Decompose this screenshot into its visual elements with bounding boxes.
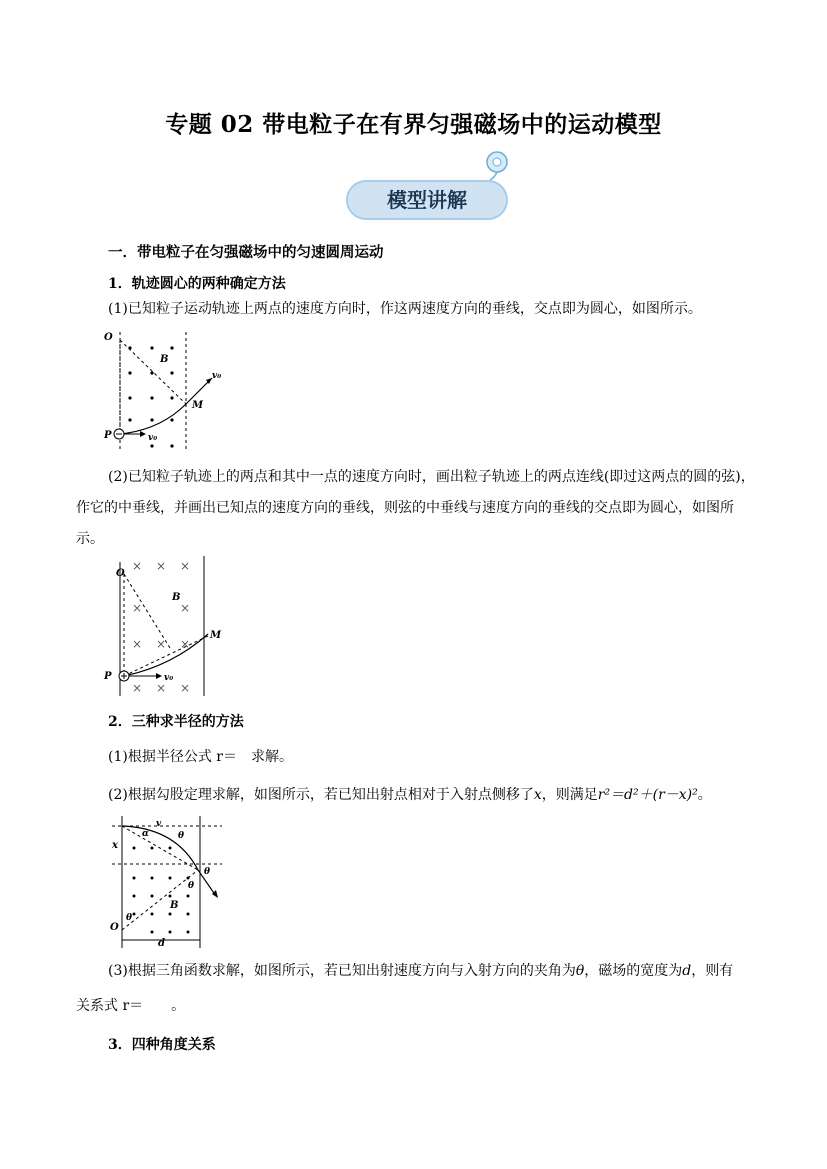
fig3-label-theta4: θ (126, 913, 133, 923)
page-title: 专题 02 带电粒子在有界匀强磁场中的运动模型 (165, 111, 662, 138)
paragraph-1: (1)已知粒子运动轨迹上两点的速度方向时，作这两速度方向的垂线，交点即为圆心，如图所示。 (108, 301, 702, 317)
paragraph-3: (1)根据半径公式 r＝ 求解。 (108, 749, 293, 765)
fig2-label-P: P (104, 671, 112, 682)
fig3-label-B: B (170, 900, 179, 911)
svg-text:×: × (180, 559, 191, 573)
figure-3 (106, 812, 246, 952)
fig3-label-v: v (156, 819, 162, 829)
fig1-label-M: M (192, 400, 204, 411)
paragraph-4 (108, 780, 712, 810)
fig1-label-P: P (104, 430, 112, 441)
fig3-label-O: O (110, 922, 119, 933)
flower-icon (480, 146, 514, 182)
model-badge: 模型讲解 (346, 180, 508, 220)
section-heading: 一．带电粒子在匀强磁场中的匀速圆周运动 (108, 244, 384, 261)
fig3-label-theta2: θ (204, 867, 211, 877)
svg-text:×: × (132, 681, 143, 695)
fig1-label-O: O (104, 332, 113, 343)
figure-1 (100, 326, 230, 456)
fig2-label-v0: v₀ (164, 673, 174, 683)
fig2-label-B: B (172, 592, 181, 603)
fig3-label-theta1: θ (178, 831, 185, 841)
paragraph-5-text-a: (3)根据三角函数求解，如图所示，若已知出射速度方向与入射方向的夹角为 (108, 963, 576, 979)
svg-text:×: × (132, 601, 143, 615)
paragraph-5-theta: θ (575, 963, 585, 979)
fig1-label-v0b: v₀ (148, 433, 158, 443)
subheading-3: 3．四种角度关系 (108, 1037, 216, 1053)
svg-text:×: × (180, 681, 191, 695)
subheading-1: 1．轨迹圆心的两种确定方法 (108, 276, 286, 292)
paragraph-4-text-a: (2)根据勾股定理求解，如图所示，若已知出射点相对于入射点侧移了 (108, 787, 534, 803)
fig3-label-d: d (158, 938, 165, 949)
paragraph-2: (2)已知粒子轨迹上的两点和其中一点的速度方向时，画出粒子轨迹上的两点连线(即过这两点的圆的弦)，作它的中垂线，并画出已知点的速度方向的垂线，则弦的中垂线与速度方向的垂线的交点即为圆心，如图所示。 (76, 469, 755, 547)
svg-text:×: × (156, 681, 167, 695)
svg-text:×: × (180, 601, 191, 615)
paragraph-4-text-b: ，则满足 (541, 787, 598, 803)
fig3-label-theta3: θ (188, 881, 195, 891)
paragraph-5 (76, 953, 766, 989)
figure-2 (100, 552, 230, 700)
fig3-label-x: x (112, 840, 118, 851)
fig3-label-alpha: α (142, 829, 149, 839)
svg-text:×: × (180, 637, 191, 651)
paragraph-5-text-c: ，则有 (691, 963, 734, 979)
paragraph-5-text-b: ，磁场的宽度为 (584, 963, 683, 979)
fig2-label-O: O (116, 568, 125, 579)
svg-text:×: × (132, 637, 143, 651)
paragraph-4-equation: r²＝d²＋(r－x)² (597, 787, 698, 803)
paragraph-5-line2: 关系式 r＝ 。 (76, 998, 186, 1014)
subheading-2: 2．三种求半径的方法 (108, 714, 244, 730)
paragraph-5-d: d (682, 963, 692, 979)
svg-text:×: × (156, 559, 167, 573)
fig1-label-B: B (160, 354, 169, 365)
paragraph-4-end: 。 (697, 787, 712, 803)
svg-text:×: × (132, 559, 143, 573)
fig2-label-M: M (210, 630, 222, 641)
paragraph-4-x: x (533, 787, 542, 803)
svg-text:×: × (156, 637, 167, 651)
fig1-label-v0: v₀ (212, 371, 222, 381)
